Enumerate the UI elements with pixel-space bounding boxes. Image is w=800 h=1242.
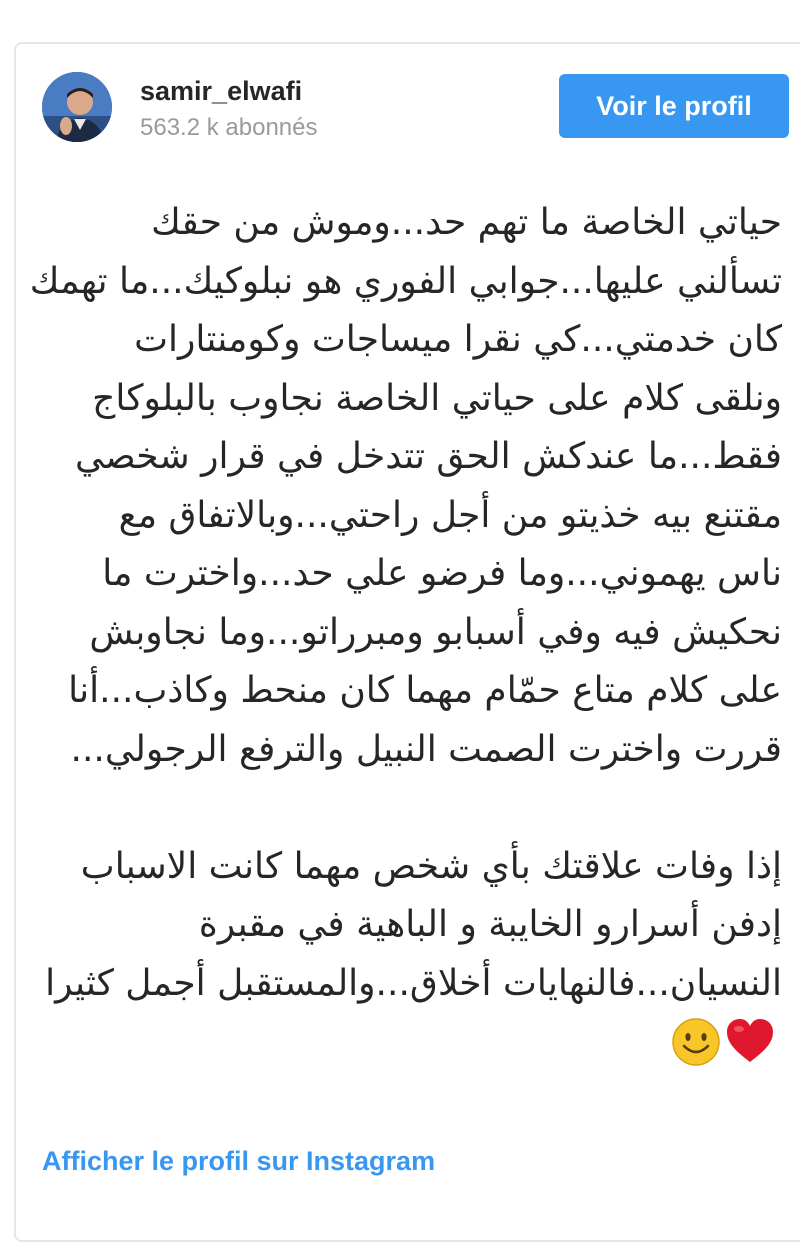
caption-line: ونلقى كلام على حياتي الخاصة نجاوب بالبلوكاج [92,377,782,419]
username[interactable]: samir_elwafi [140,76,303,106]
caption-line: إذا وفات علاقتك بأي شخص مهما كانت الاسباب [80,845,782,887]
follower-count: 563.2 k abonnés [140,114,318,141]
caption-line: إدفن أسرارو الخايبة و الباهية في مقبرة [198,904,782,945]
caption-line: على كلام متاع حمّام مهما كان منحط وكاذب...أنا [68,670,782,711]
avatar[interactable] [42,72,112,142]
caption-line: فقط...ما عندكش الحق تتدخل في قرار شخصي [75,436,782,477]
red-heart-icon [724,1016,776,1068]
caption-line: النسيان...فالنهايات أخلاق...والمستقبل أجمل كثيرا [45,962,782,1004]
caption-line: ناس يهموني...وما فرضو علي حد...واخترت ما [102,553,782,594]
caption-line: قررت واخترت الصمت النبيل والترفع الرجولي... [70,728,782,770]
caption-line: نحكيش فيه وفي أسبابو ومبرراتو...وما نجاوبش [89,611,782,653]
smiling-face-icon [670,1016,722,1068]
caption-spacer [42,779,782,838]
post-caption [29,194,782,1072]
caption-emoji-line [42,1013,782,1072]
view-profile-button[interactable]: Voir le profil [559,74,789,138]
post-header [16,44,800,164]
user-avatar-icon [42,72,112,142]
caption-line: كان خدمتي...كي نقرا ميساجات وكومنتارات [134,319,782,360]
instagram-embed-card [14,42,800,1242]
caption-line: حياتي الخاصة ما تهم حد...وموش من حقك [151,202,782,243]
view-profile-on-instagram-link[interactable]: Afficher le profil sur Instagram [42,1146,436,1176]
caption-line: تسألني عليها...جوابي الفوري هو نبلوكيك...ما تهمك [29,260,782,302]
caption-line: مقتنع بيه خذيتو من أجل راحتي...وبالاتفاق مع [118,494,782,536]
